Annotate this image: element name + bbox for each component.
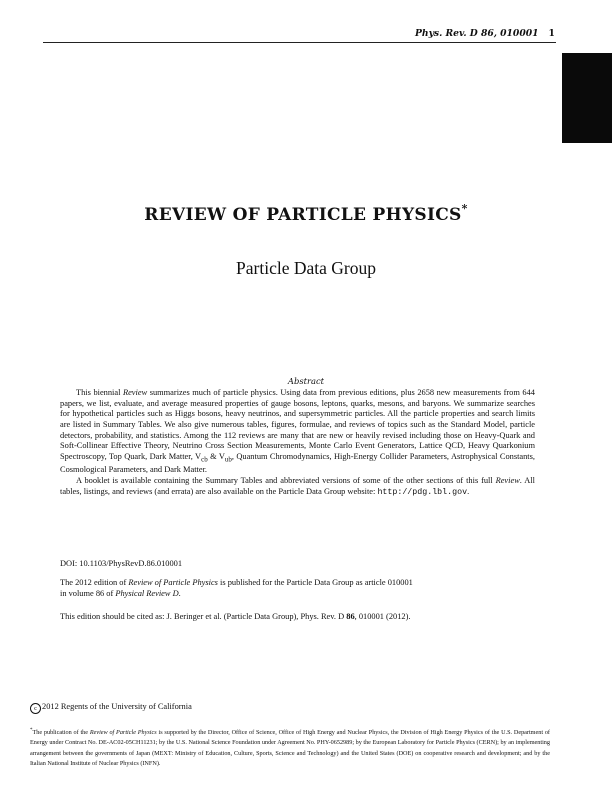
copyright-text: 2012 Regents of the University of California — [42, 702, 192, 711]
doi-line: DOI: 10.1103/PhysRevD.86.010001 — [60, 559, 183, 568]
abstract-paragraph-2: A booklet is available containing the Summary Tables and abbreviated versions of some of the other sections of this full Review. All tables, listings, and reviews (and errata) are also available on the Particle Data Group website: http://pdg.lbl.gov. — [60, 475, 535, 497]
funding-footnote: *The publication of the Review of Particle Physics is supported by the Director, Office of Science, Office of High Energy and Nuclear Physics, the Division of High Energy Physics of the U.S. Department of Energy under Contract No. DE-AC02-05CH11231; by the U.S. National Science Foundation under Agreement No. PHY-0652989; by the European Laboratory for Particle Physics (CERN); by an implementing arrangement between the governments of Japan (MEXT: Ministry of Education, Culture, Sports, Science and Technology) and the United States (DOE) on cooperative research and development; and by the Italian National Institute of Nuclear Physics (INFN). — [30, 728, 550, 767]
citation-line: This edition should be cited as: J. Beringer et al. (Particle Data Group), Phys. Rev. D 86, 010001 (2012). — [60, 612, 411, 621]
title-footnote-mark: * — [461, 202, 468, 215]
author-line: Particle Data Group — [236, 258, 376, 278]
journal-reference: Phys. Rev. D 86, 010001 — [415, 28, 539, 39]
edition-statement: The 2012 edition of Review of Particle Physics is published for the Particle Data Group as article 010001 in volume 86 of Physical Review D. — [60, 578, 413, 598]
copyright-notice — [30, 702, 192, 714]
paper-title — [0, 202, 612, 225]
abstract-heading: Abstract — [287, 376, 325, 386]
header-rule — [43, 42, 556, 43]
thumb-index-tab — [562, 53, 612, 143]
copyright-icon: c — [30, 703, 41, 714]
abstract-body — [60, 388, 535, 498]
abstract-paragraph-1: This biennial Review summarizes much of particle physics. Using data from previous editions, plus 2658 new measurements from 644 papers, we list, evaluate, and average measured properties of gauge bosons, leptons, quarks, mesons, and baryons. We summarize searches for hypothetical particles such as Higgs bosons, heavy neutrinos, and supersymmetric particles. All the particle properties and search limits are listed in Summary Tables. We also give numerous tables, figures, formulae, and reviews of topics such as the Standard Model, particle detectors, probability, and statistics. Among the 112 reviews are many that are new or heavily revised including those on Heavy-Quark and Soft-Collinear Effective Theory, Neutrino Cross Section Measurements, Monte Carlo Event Generators, Lattice QCD, Heavy Quarkonium Spectroscopy, Top Quark, Dark Matter, $V_{cb}$ & $V_{ub}$, Quantum Chromodynamics, High-Energy Collider Parameters, Astrophysical Constants, Cosmological Parameters, and Dark Matter. — [60, 388, 535, 475]
footnote-mark: * — [30, 728, 33, 733]
pdg-website-link[interactable]: http://pdg.lbl.gov — [377, 487, 468, 497]
running-head — [415, 28, 555, 39]
title-text: REVIEW OF PARTICLE PHYSICS — [144, 205, 462, 225]
page-number: 1 — [548, 28, 555, 39]
